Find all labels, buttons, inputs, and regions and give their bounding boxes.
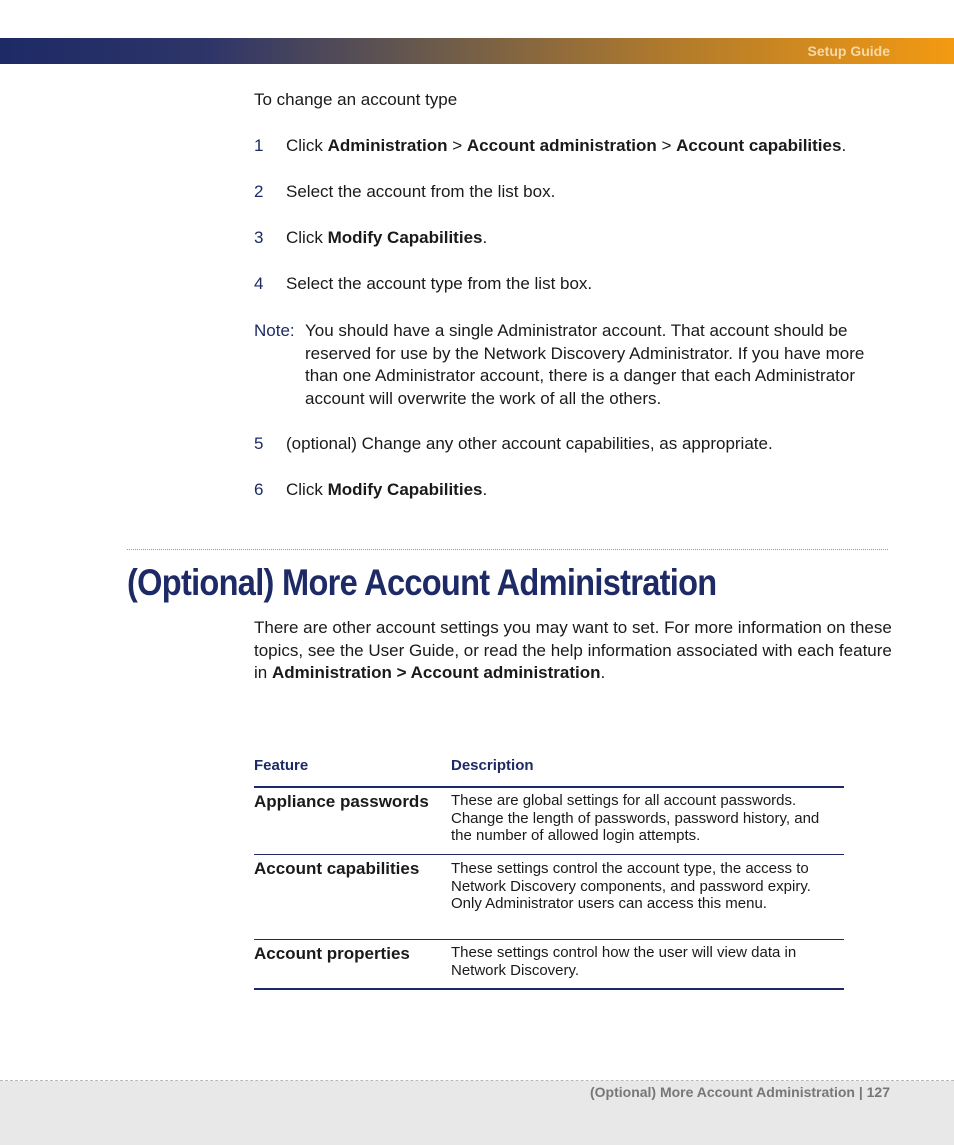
table-row-divider — [254, 939, 844, 940]
note-label: Note: — [254, 321, 295, 340]
section-title: (Optional) More Account Administration — [127, 562, 717, 603]
step-number: 3 — [254, 228, 264, 247]
step-number: 1 — [254, 136, 264, 155]
step-text: Click Modify Capabilities. — [286, 480, 488, 499]
table-row-divider — [254, 854, 844, 855]
procedure-intro: To change an account type — [254, 90, 458, 109]
step-text: Select the account type from the list box. — [286, 274, 593, 293]
step-number: 6 — [254, 480, 264, 499]
table-row-description: These are global settings for all account passwords. Change the length of passwords, password history, and the number of allowed login attempts. — [451, 792, 820, 845]
table-header-feature: Feature — [254, 757, 309, 774]
step-number: 4 — [254, 274, 264, 293]
section-divider — [127, 549, 888, 550]
table-bottom-rule — [254, 988, 844, 990]
footer-page-label: (Optional) More Account Administration | 127 — [589, 1084, 890, 1100]
table-row-feature: Appliance passwords — [254, 792, 429, 811]
step-text: (optional) Change any other account capabilities, as appropriate. — [286, 434, 773, 453]
step-number: 2 — [254, 182, 264, 201]
header-title: Setup Guide — [807, 43, 890, 59]
step-text: Click Modify Capabilities. — [286, 228, 488, 247]
section-paragraph: There are other account settings you may want to set. For more information on these topics, see the User Guide, or read the help information associated with each feature in Administration > Account administration. — [254, 618, 892, 683]
note-text: You should have a single Administrator account. That account should be reserved for use by the Network Discovery Administrator. If you have more than one Administrator account, there is a danger that each Administrator account will overwrite the work of all the others. — [305, 321, 865, 409]
step-number: 5 — [254, 434, 264, 453]
table-header-rule — [254, 786, 844, 788]
table-row-feature: Account capabilities — [254, 859, 420, 878]
table-row-description: These settings control the account type, the access to Network Discovery components, and password expiry. Only Administrator users can access this menu. — [451, 860, 811, 913]
table-row-feature: Account properties — [254, 944, 410, 963]
table-header-description: Description — [451, 757, 534, 774]
table-row-description: These settings control how the user will view data in Network Discovery. — [451, 944, 797, 979]
step-text: Click Administration > Account administration > Account capabilities. — [286, 136, 847, 155]
step-text: Select the account from the list box. — [286, 182, 556, 201]
